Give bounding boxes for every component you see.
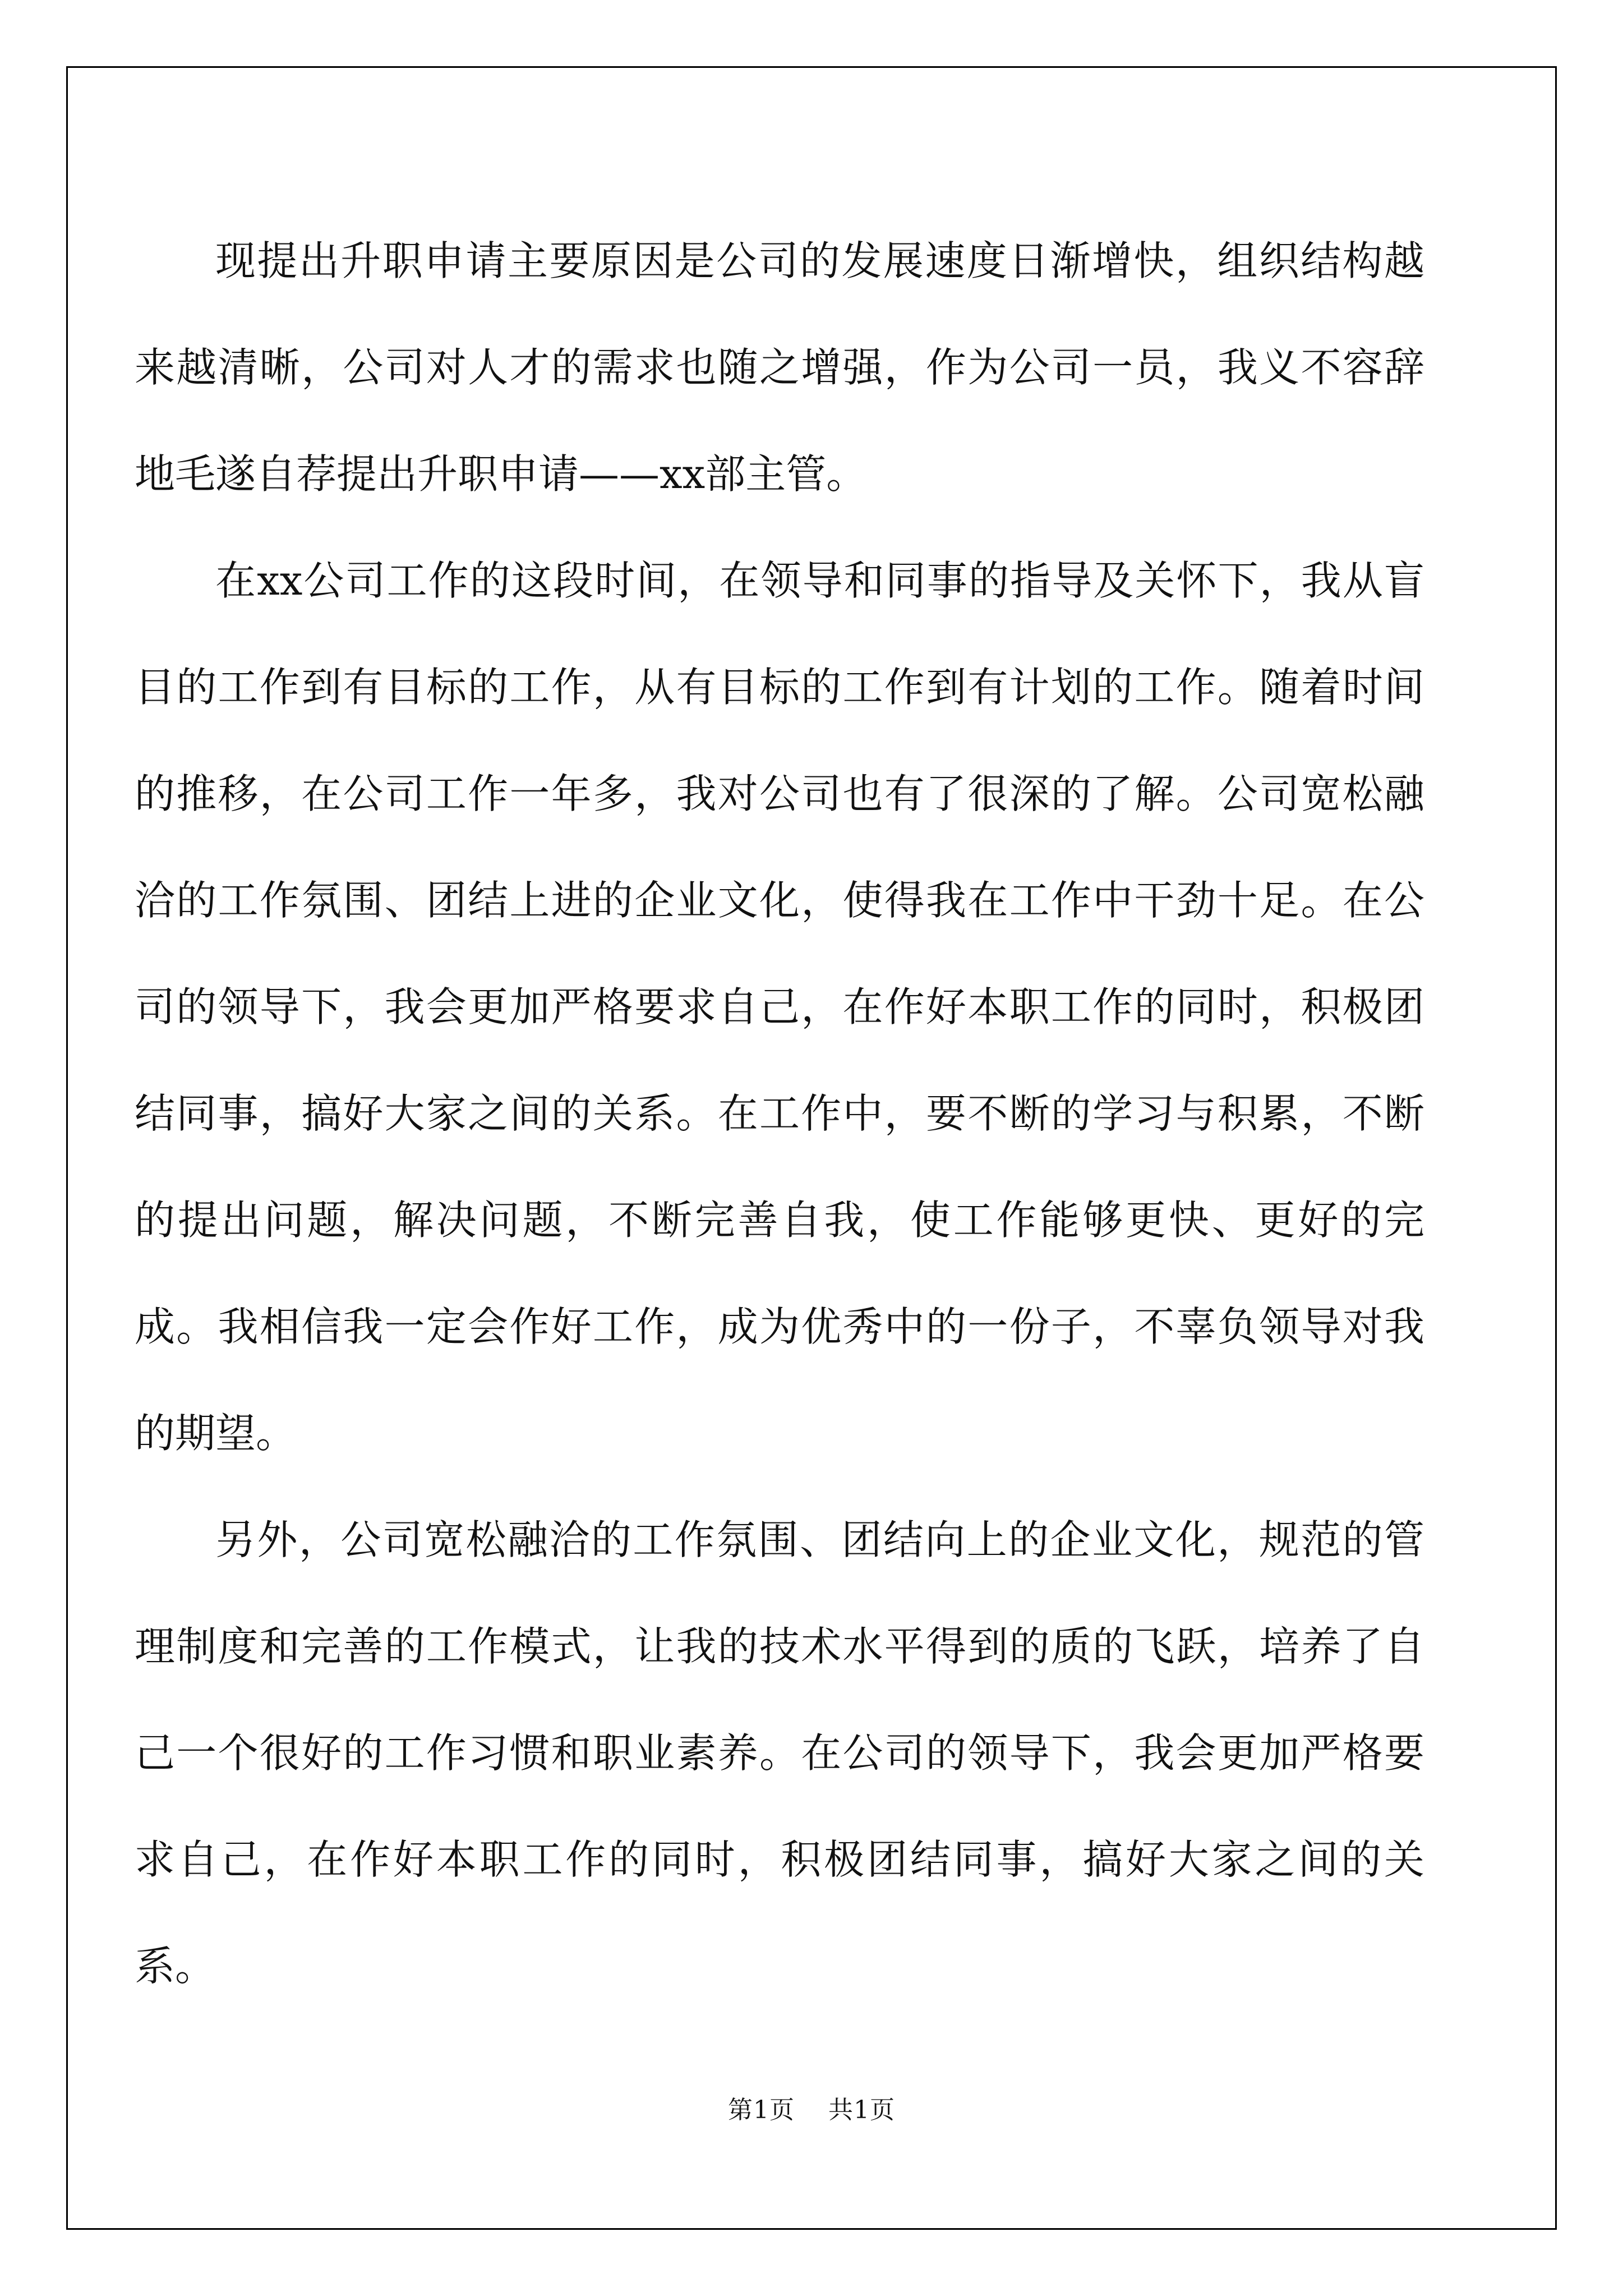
paragraph-2: 在xx公司工作的这段时间，在领导和同事的指导及关怀下，我从盲目的工作到有目标的工作，从有目标的工作到有计划的工作。随着时间的推移，在公司工作一年多，我对公司也有了很深的了解。公司宽松融洽的工作氛围、团结上进的企业文化，使得我在工作中干劲十足。在公司的领导下，我会更加严格要求自己，在作好本职工作的同时，积极团结同事，搞好大家之间的关系。在工作中，要不断的学习与积累，不断的提出问题，解决问题，不断完善自我，使工作能够更快、更好的完成。我相信我一定会作好工作，成为优秀中的一份子，不辜负领导对我的期望。: [135, 557, 1424, 1457]
document-body: [135, 208, 1424, 2019]
paragraph-1: 现提出升职申请主要原因是公司的发展速度日渐增快，组织结构越来越清晰，公司对人才的需求也随之增强，作为公司一员，我义不容辞地毛遂自荐提出升职申请——xx部主管。: [135, 237, 1424, 498]
page-number-total: 共1页: [828, 2096, 895, 2124]
page-number-current: 第1页: [728, 2096, 795, 2124]
paragraph-3: 另外，公司宽松融洽的工作氛围、团结向上的企业文化，规范的管理制度和完善的工作模式，让我的技术水平得到的质的飞跃，培养了自己一个很好的工作习惯和职业素养。在公司的领导下，我会更加严格要求自己，在作好本职工作的同时，积极团结同事，搞好大家之间的关系。: [135, 1516, 1424, 1990]
page-footer: [0, 2090, 1623, 2125]
